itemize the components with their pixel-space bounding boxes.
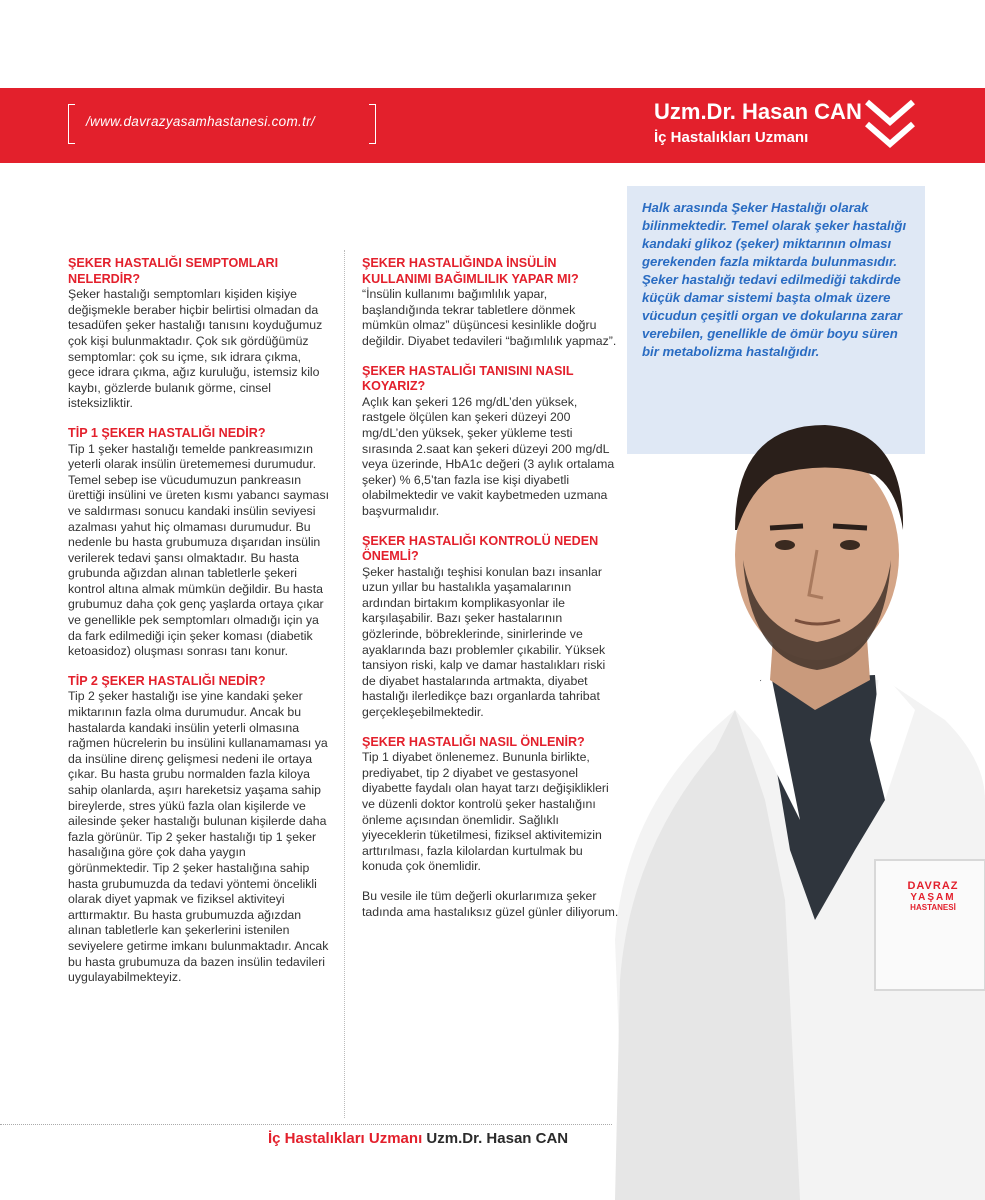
section-heading-prevention: ŞEKER HASTALIĞI NASIL ÖNLENİR? <box>362 734 585 749</box>
section-heading-symptoms: ŞEKER HASTALIĞI SEMPTOMLARI NELERDİR? <box>68 256 279 286</box>
section-body-diagnosis: Açlık kan şekeri 126 mg/dL’den yüksek, rastgele ölçülen kan şekeri düzeyi 200 mg/dL’den yüksek, şeker yükleme testi sırasında 2.saat kan şekeri düzeyi 200 mg/dL veya üzerinde, HbA1c değeri (3 aylık ortalama şeker) % 6,5’tan fazla ise kişi diyabetli olabilmektedir ve vakit kaybetmeden uzmana başvurmalıdır. <box>362 394 615 518</box>
section-heading-type2: TİP 2 ŞEKER HASTALIĞI NEDİR? <box>68 673 266 688</box>
footer-name: Uzm.Dr. Hasan CAN <box>426 1130 569 1147</box>
section-heading-type1: TİP 1 ŞEKER HASTALIĞI NEDİR? <box>68 425 266 440</box>
section-body-type1: Tip 1 şeker hastalığı temelde pankreasımızın yeterli olarak insülin üretememesi durumudur. Temel sebep ise vücudumuzun pankreasın ürettiği insülini ve üreten kısmı yabancı sayması ve saldırması sonucu kandaki insülin seviyesi azalması yahut hiç olmaması durumudur. Bu nedenle bu hasta grubumuza dışarıdan insülin verilerek tedavi şansı olmaktadır. Bu hasta grubunda ağızdan alınan tabletlerle şekeri kontrol altına almak mümkün değildir. Bu hasta grubumuz daha çok genç yaşlarda ortaya çıkar ve genellikle pek semptomları olmadığı için ya da fark edilmediği için şeker koması (diabetik ketoasidoz) oluşması sonrası tanı konur. <box>68 441 330 659</box>
right-column <box>362 256 620 934</box>
doctor-title: İç Hastalıkları Uzmanı <box>654 129 809 146</box>
left-bracket-decoration <box>68 104 75 144</box>
coat-logo <box>893 880 973 912</box>
footer <box>268 1130 568 1147</box>
doctor-photo <box>585 380 985 1200</box>
section-body-prevention: Tip 1 diyabet önlenemez. Bununla birlikte, prediyabet, tip 2 diyabet ve gestasyonel diyabette faydalı olan hayat tarzı değişiklikleri ve düzenli doktor kontrolü şeker hastalığını önleme açısından önemlidir. Sağlıklı yiyeceklerin tüketilmesi, fiziksel aktivitemizin arttırılması, fazla kilolardan kurtulmak bu konuda çok önemlidir. <box>362 750 609 874</box>
intro-quote: Halk arasında Şeker Hastalığı olarak bilinmektedir. Temel olarak şeker hastalığı kandaki glikoz (şeker) miktarının olması gerekenden fazla miktarda bulunmasıdır. Şeker hastalığı tedavi edilmediği takdirde küçük damar sistemi başta olmak üzere vücudun çeşitli organ ve dokularına zarar verebilen, genellikle de ömür boyu süren bir metabolizma hastalığıdır. <box>642 200 907 359</box>
website-link[interactable]: /www.davrazyasamhastanesi.com.tr/ <box>86 114 315 129</box>
doctor-name: Uzm.Dr. Hasan CAN <box>654 99 862 124</box>
section-heading-diagnosis: ŞEKER HASTALIĞI TANISINI NASIL KOYARIZ? <box>362 363 574 394</box>
section-body-type2: Tip 2 şeker hastalığı ise yine kandaki şeker miktarının fazla olma durumudur. Ancak bu hastalarda kandaki insülin yeterli olmasına rağmen hücrelerin bu insülini kullanamaması ya da insüline direnç gelişmesi nedeni ile ortaya çıkar. Bu hasta grubu normalden fazla kiloya sahip olanlarda, aşırı hareketsiz yaşama sahip bireylerde, stres yükü fazla olan kişilerde ve ailesinde şeker hastalığı bulunan kişilerde daha fazla görünür. Tip 2 şeker hastalığı tip 1 şeker hasalığına göre çok daha yaygın görünmektedir. Tip 2 şeker hastalığına sahip hasta grubumuzda da tedavi yöntemi öncelikli olarak diyet yapmak ve fiziksel aktiviteyi arttırmaktır. Bu hasta grubumuzda ağızdan alınan tabletlerle kan şekerlerini istenilen seviyelere getirme imkanı bulunmaktadır. Ancak bu hasta grubumuza da bazen insülin tedavileri uygulayabilmekteyiz. <box>68 689 329 985</box>
section-heading-insulin: ŞEKER HASTALIĞINDA İNSÜLİN KULLANIMI BAĞIMLILIK YAPAR MI? <box>362 256 579 286</box>
section-body-control: Şeker hastalığı teşhisi konulan bazı insanlar uzun yıllar bu hastalıkla yaşamalarının ardından birtakım komplikasyonlar ile karşılaşabilir. Bazı şeker hastalarının gözlerinde, böbreklerinde, sinirlerinde ve ayaklarında bazı problemler çıkabilir. Yüksek tansiyon riski, kalp ve damar hastalıkları riski de diyabet hastalarında artmakta, diyabet hastalığı ilerledikçe bazı organlarda tahribat gerçekleşebilmektedir. <box>362 564 606 720</box>
right-bracket-decoration <box>369 104 376 144</box>
section-body-symptoms: Şeker hastalığı semptomları kişiden kişiye değişmekle beraber hiçbir belirtisi olmadan da tesadüfen şeker hastalığı tanısını koyduğumuz çok kişi bulunmaktadır. Çok sık gördüğümüz semptomlar: çok su içme, sık idrara çıkma, gece idrara çıkma, ağız kuruluğu, istemsiz kilo kaybı, gözlerde bulanık görme, cinsel isteksizliktir. <box>68 287 323 411</box>
column-divider <box>344 250 345 1118</box>
closing-message: Bu vesile ile tüm değerli okurlarımıza şeker tadında ama hastalıksız güzel günler diliyorum. <box>362 888 619 919</box>
coat-logo-line3: HASTANESİ <box>910 903 956 912</box>
section-heading-control: ŞEKER HASTALIĞI KONTROLÜ NEDEN ÖNEMLİ? <box>362 533 599 564</box>
footer-title: İç Hastalıkları Uzmanı <box>268 1130 423 1147</box>
section-body-insulin: “İnsülin kullanımı bağımlılık yapar, başlandığında tekrar tabletlere dönmek mümkün olmaz” düşüncesi kesinlikle doğru değildir. Diyabet tedavileri “bağımlılık yapmaz”. <box>362 287 617 348</box>
footer-divider <box>0 1124 612 1125</box>
coat-logo-line1: DAVRAZ <box>907 880 959 892</box>
left-column <box>68 256 330 1000</box>
coat-logo-line2: YAŞAM <box>910 892 956 903</box>
double-chevron-down-icon <box>862 98 918 152</box>
